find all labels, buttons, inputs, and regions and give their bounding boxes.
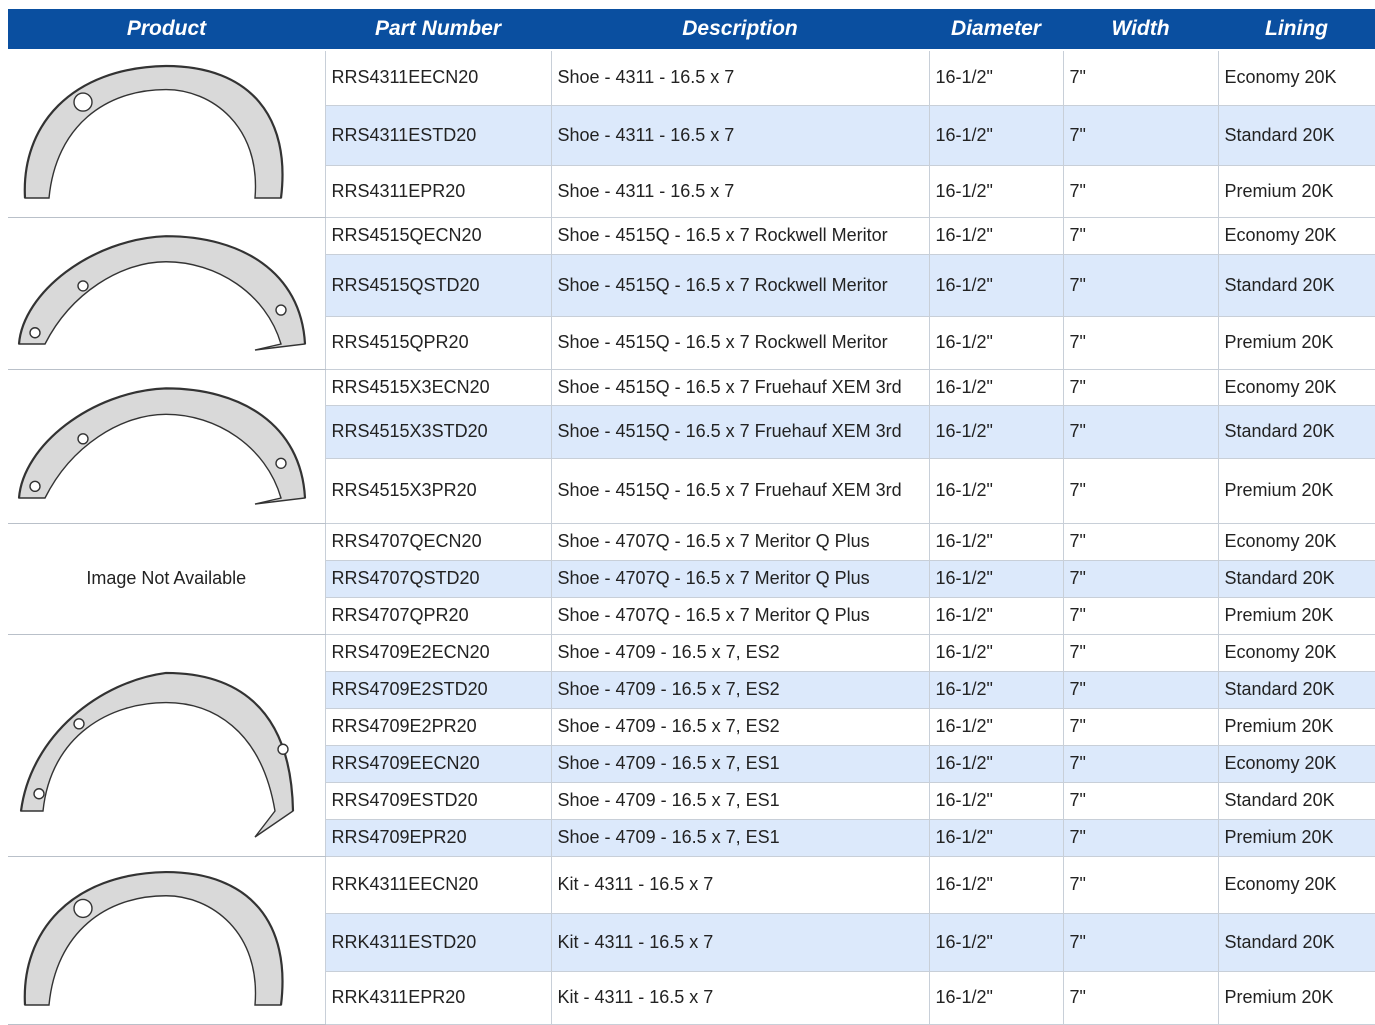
lining-cell: Premium 20K [1218, 316, 1375, 369]
width-cell: 7" [1063, 597, 1218, 634]
diameter-cell: 16-1/2" [929, 523, 1063, 560]
diameter-cell: 16-1/2" [929, 405, 1063, 458]
width-cell: 7" [1063, 217, 1218, 254]
part-number-cell: RRS4707QPR20 [325, 597, 551, 634]
diameter-cell: 16-1/2" [929, 597, 1063, 634]
width-cell: 7" [1063, 708, 1218, 745]
lining-cell: Economy 20K [1218, 523, 1375, 560]
description-cell: Shoe - 4311 - 16.5 x 7 [551, 105, 929, 165]
lining-cell: Premium 20K [1218, 165, 1375, 217]
part-number-cell: RRS4709EECN20 [325, 745, 551, 782]
part-number-cell: RRS4709EPR20 [325, 819, 551, 856]
table-body [8, 50, 1375, 1024]
diameter-cell: 16-1/2" [929, 316, 1063, 369]
part-number-cell: RRS4709E2STD20 [325, 671, 551, 708]
width-cell: 7" [1063, 745, 1218, 782]
table-row [8, 523, 1375, 560]
lining-cell: Standard 20K [1218, 254, 1375, 316]
part-number-cell: RRS4515X3PR20 [325, 458, 551, 523]
part-number-cell: RRS4311EPR20 [325, 165, 551, 217]
header-description: Description [551, 9, 929, 50]
width-cell: 7" [1063, 634, 1218, 671]
table-row [8, 634, 1375, 671]
description-cell: Kit - 4311 - 16.5 x 7 [551, 971, 929, 1024]
part-number-cell: RRS4515QPR20 [325, 316, 551, 369]
diameter-cell: 16-1/2" [929, 634, 1063, 671]
part-number-cell: RRS4515X3STD20 [325, 405, 551, 458]
product-image [8, 50, 325, 217]
lining-cell: Economy 20K [1218, 745, 1375, 782]
part-number-cell: RRS4311ESTD20 [325, 105, 551, 165]
lining-cell: Standard 20K [1218, 405, 1375, 458]
part-number-cell: RRS4515QSTD20 [325, 254, 551, 316]
diameter-cell: 16-1/2" [929, 458, 1063, 523]
description-cell: Shoe - 4707Q - 16.5 x 7 Meritor Q Plus [551, 560, 929, 597]
table-row [8, 217, 1375, 254]
description-cell: Shoe - 4709 - 16.5 x 7, ES2 [551, 671, 929, 708]
table-row [8, 369, 1375, 405]
description-cell: Shoe - 4707Q - 16.5 x 7 Meritor Q Plus [551, 523, 929, 560]
table-row [8, 856, 1375, 913]
lining-cell: Economy 20K [1218, 856, 1375, 913]
width-cell: 7" [1063, 405, 1218, 458]
header-diameter: Diameter [929, 9, 1063, 50]
lining-cell: Standard 20K [1218, 105, 1375, 165]
description-cell: Shoe - 4311 - 16.5 x 7 [551, 165, 929, 217]
width-cell: 7" [1063, 316, 1218, 369]
product-image [8, 369, 325, 523]
diameter-cell: 16-1/2" [929, 217, 1063, 254]
header-width: Width [1063, 9, 1218, 50]
description-cell: Shoe - 4515Q - 16.5 x 7 Rockwell Meritor [551, 217, 929, 254]
diameter-cell: 16-1/2" [929, 254, 1063, 316]
diameter-cell: 16-1/2" [929, 971, 1063, 1024]
header-part-number: Part Number [325, 9, 551, 50]
part-number-cell: RRS4515X3ECN20 [325, 369, 551, 405]
description-cell: Kit - 4311 - 16.5 x 7 [551, 913, 929, 971]
lining-cell: Standard 20K [1218, 671, 1375, 708]
part-number-cell: RRS4515QECN20 [325, 217, 551, 254]
lining-cell: Economy 20K [1218, 217, 1375, 254]
product-image [8, 634, 325, 856]
width-cell: 7" [1063, 856, 1218, 913]
description-cell: Shoe - 4515Q - 16.5 x 7 Rockwell Meritor [551, 316, 929, 369]
lining-cell: Standard 20K [1218, 560, 1375, 597]
description-cell: Shoe - 4515Q - 16.5 x 7 Rockwell Meritor [551, 254, 929, 316]
part-number-cell: RRS4707QECN20 [325, 523, 551, 560]
diameter-cell: 16-1/2" [929, 782, 1063, 819]
description-cell: Shoe - 4311 - 16.5 x 7 [551, 50, 929, 105]
diameter-cell: 16-1/2" [929, 50, 1063, 105]
width-cell: 7" [1063, 165, 1218, 217]
table-row [8, 50, 1375, 105]
diameter-cell: 16-1/2" [929, 856, 1063, 913]
diameter-cell: 16-1/2" [929, 369, 1063, 405]
description-cell: Shoe - 4515Q - 16.5 x 7 Fruehauf XEM 3rd [551, 369, 929, 405]
header-product: Product [8, 9, 325, 50]
diameter-cell: 16-1/2" [929, 165, 1063, 217]
header-row [8, 9, 1375, 50]
diameter-cell: 16-1/2" [929, 745, 1063, 782]
brake-shoe-image [11, 374, 321, 518]
description-cell: Shoe - 4709 - 16.5 x 7, ES1 [551, 745, 929, 782]
part-number-cell: RRK4311ESTD20 [325, 913, 551, 971]
diameter-cell: 16-1/2" [929, 671, 1063, 708]
lining-cell: Premium 20K [1218, 597, 1375, 634]
part-number-cell: RRS4709ESTD20 [325, 782, 551, 819]
lining-cell: Economy 20K [1218, 50, 1375, 105]
description-cell: Shoe - 4709 - 16.5 x 7, ES1 [551, 819, 929, 856]
width-cell: 7" [1063, 560, 1218, 597]
part-number-cell: RRS4311EECN20 [325, 50, 551, 105]
width-cell: 7" [1063, 254, 1218, 316]
description-cell: Kit - 4311 - 16.5 x 7 [551, 856, 929, 913]
width-cell: 7" [1063, 819, 1218, 856]
part-number-cell: RRS4709E2ECN20 [325, 634, 551, 671]
brake-shoe-image [11, 639, 321, 851]
diameter-cell: 16-1/2" [929, 708, 1063, 745]
width-cell: 7" [1063, 523, 1218, 560]
part-number-cell: RRK4311EECN20 [325, 856, 551, 913]
description-cell: Shoe - 4707Q - 16.5 x 7 Meritor Q Plus [551, 597, 929, 634]
width-cell: 7" [1063, 458, 1218, 523]
description-cell: Shoe - 4709 - 16.5 x 7, ES1 [551, 782, 929, 819]
width-cell: 7" [1063, 369, 1218, 405]
brake-shoe-image [11, 222, 321, 364]
lining-cell: Economy 20K [1218, 634, 1375, 671]
header-lining: Lining [1218, 9, 1375, 50]
width-cell: 7" [1063, 782, 1218, 819]
brake-shoe-image [11, 55, 321, 212]
part-number-cell: RRS4707QSTD20 [325, 560, 551, 597]
diameter-cell: 16-1/2" [929, 105, 1063, 165]
width-cell: 7" [1063, 671, 1218, 708]
lining-cell: Economy 20K [1218, 369, 1375, 405]
lining-cell: Premium 20K [1218, 819, 1375, 856]
diameter-cell: 16-1/2" [929, 560, 1063, 597]
description-cell: Shoe - 4709 - 16.5 x 7, ES2 [551, 708, 929, 745]
width-cell: 7" [1063, 50, 1218, 105]
part-number-cell: RRK4311EPR20 [325, 971, 551, 1024]
width-cell: 7" [1063, 105, 1218, 165]
lining-cell: Standard 20K [1218, 782, 1375, 819]
part-number-cell: RRS4709E2PR20 [325, 708, 551, 745]
product-image [8, 217, 325, 369]
description-cell: Shoe - 4515Q - 16.5 x 7 Fruehauf XEM 3rd [551, 458, 929, 523]
diameter-cell: 16-1/2" [929, 913, 1063, 971]
lining-cell: Standard 20K [1218, 913, 1375, 971]
image-not-available: Image Not Available [8, 523, 325, 634]
lining-cell: Premium 20K [1218, 458, 1375, 523]
brake-shoe-image [11, 861, 321, 1019]
product-table [8, 9, 1375, 1025]
description-cell: Shoe - 4515Q - 16.5 x 7 Fruehauf XEM 3rd [551, 405, 929, 458]
description-cell: Shoe - 4709 - 16.5 x 7, ES2 [551, 634, 929, 671]
width-cell: 7" [1063, 971, 1218, 1024]
diameter-cell: 16-1/2" [929, 819, 1063, 856]
product-image [8, 856, 325, 1024]
width-cell: 7" [1063, 913, 1218, 971]
lining-cell: Premium 20K [1218, 971, 1375, 1024]
lining-cell: Premium 20K [1218, 708, 1375, 745]
